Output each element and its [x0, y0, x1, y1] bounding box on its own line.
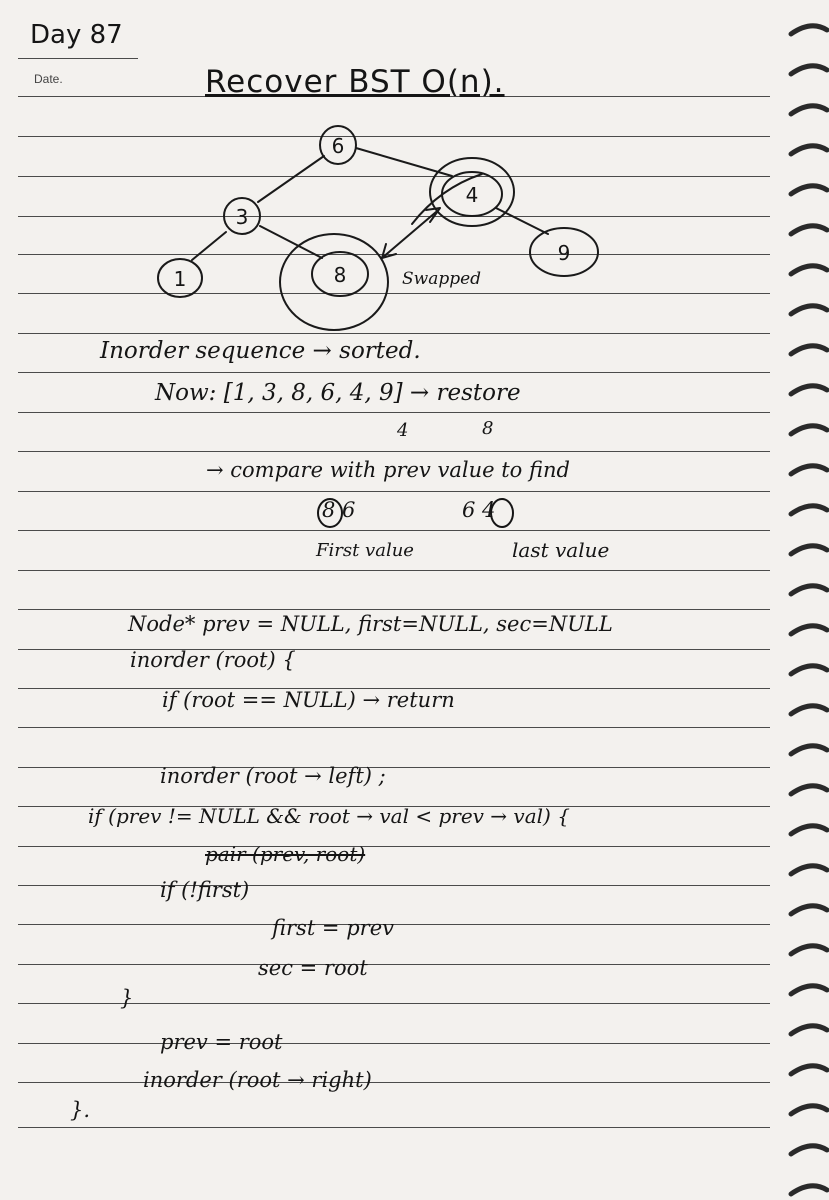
tree-node-label: 8 — [333, 263, 347, 287]
fix-value-bottom: 8 — [482, 418, 494, 439]
page-title: Recover BST O(n). — [205, 64, 505, 100]
now-sequence: Now: [1, 3, 8, 6, 4, 9] → restore — [155, 380, 521, 406]
pair-circles — [316, 496, 526, 532]
code-line: inorder (root → right) — [143, 1068, 372, 1092]
fix-value-top: 4 — [397, 420, 409, 441]
ruled-line — [18, 964, 770, 965]
ruled-line — [18, 1043, 770, 1044]
code-line: }. — [70, 1098, 91, 1122]
tree-edge — [496, 208, 548, 234]
last-value-label: last value — [512, 538, 610, 562]
pair-second: 6 4 — [462, 498, 496, 522]
ruled-line — [18, 412, 770, 413]
ruled-line — [18, 1082, 770, 1083]
ruled-line — [18, 570, 770, 571]
circle-mark — [491, 499, 513, 527]
tree-edge — [192, 232, 226, 260]
compare-note: → compare with prev value to find — [206, 458, 570, 482]
ruled-line — [18, 727, 770, 728]
pair-first: 8 6 — [322, 498, 356, 522]
circle-mark — [318, 499, 342, 527]
code-line: inorder (root) { — [130, 648, 296, 672]
ruled-line — [18, 491, 770, 492]
ruled-line — [18, 885, 770, 886]
code-line-struck: pair (prev, root) — [205, 842, 366, 866]
ruled-line — [18, 372, 770, 373]
tree-node-label: 3 — [235, 205, 249, 229]
ruled-line — [18, 1127, 770, 1128]
swap-arrow — [382, 212, 436, 258]
tree-node-label: 6 — [331, 134, 345, 158]
ruled-line — [18, 451, 770, 452]
code-line: sec = root — [258, 956, 368, 980]
date-label: Date. — [34, 72, 63, 86]
ruled-line — [18, 58, 138, 59]
bst-diagram — [150, 112, 630, 342]
tree-node-label: 4 — [465, 183, 479, 207]
tree-edge — [258, 156, 324, 202]
tree-node-label: 9 — [557, 241, 571, 265]
first-value-label: First value — [316, 540, 414, 561]
ruled-line — [18, 846, 770, 847]
code-line: if (prev != NULL && root → val < prev → val) { — [88, 804, 570, 828]
code-line: } — [120, 986, 134, 1010]
swapped-label: Swapped — [402, 269, 482, 289]
ruled-line — [18, 609, 770, 610]
tree-node-label: 1 — [173, 267, 187, 291]
code-line: inorder (root → left) ; — [160, 764, 386, 788]
spiral-binding — [785, 0, 829, 1200]
ruled-line — [18, 924, 770, 925]
code-line: if (!first) — [160, 878, 250, 902]
code-line: prev = root — [160, 1030, 283, 1054]
ruled-line — [18, 767, 770, 768]
day-label: Day 87 — [30, 20, 123, 50]
inorder-note: Inorder sequence → sorted. — [100, 338, 421, 364]
code-line: Node* prev = NULL, first=NULL, sec=NULL — [128, 612, 613, 636]
code-line: if (root == NULL) → return — [162, 688, 455, 712]
code-line: first = prev — [272, 916, 394, 940]
